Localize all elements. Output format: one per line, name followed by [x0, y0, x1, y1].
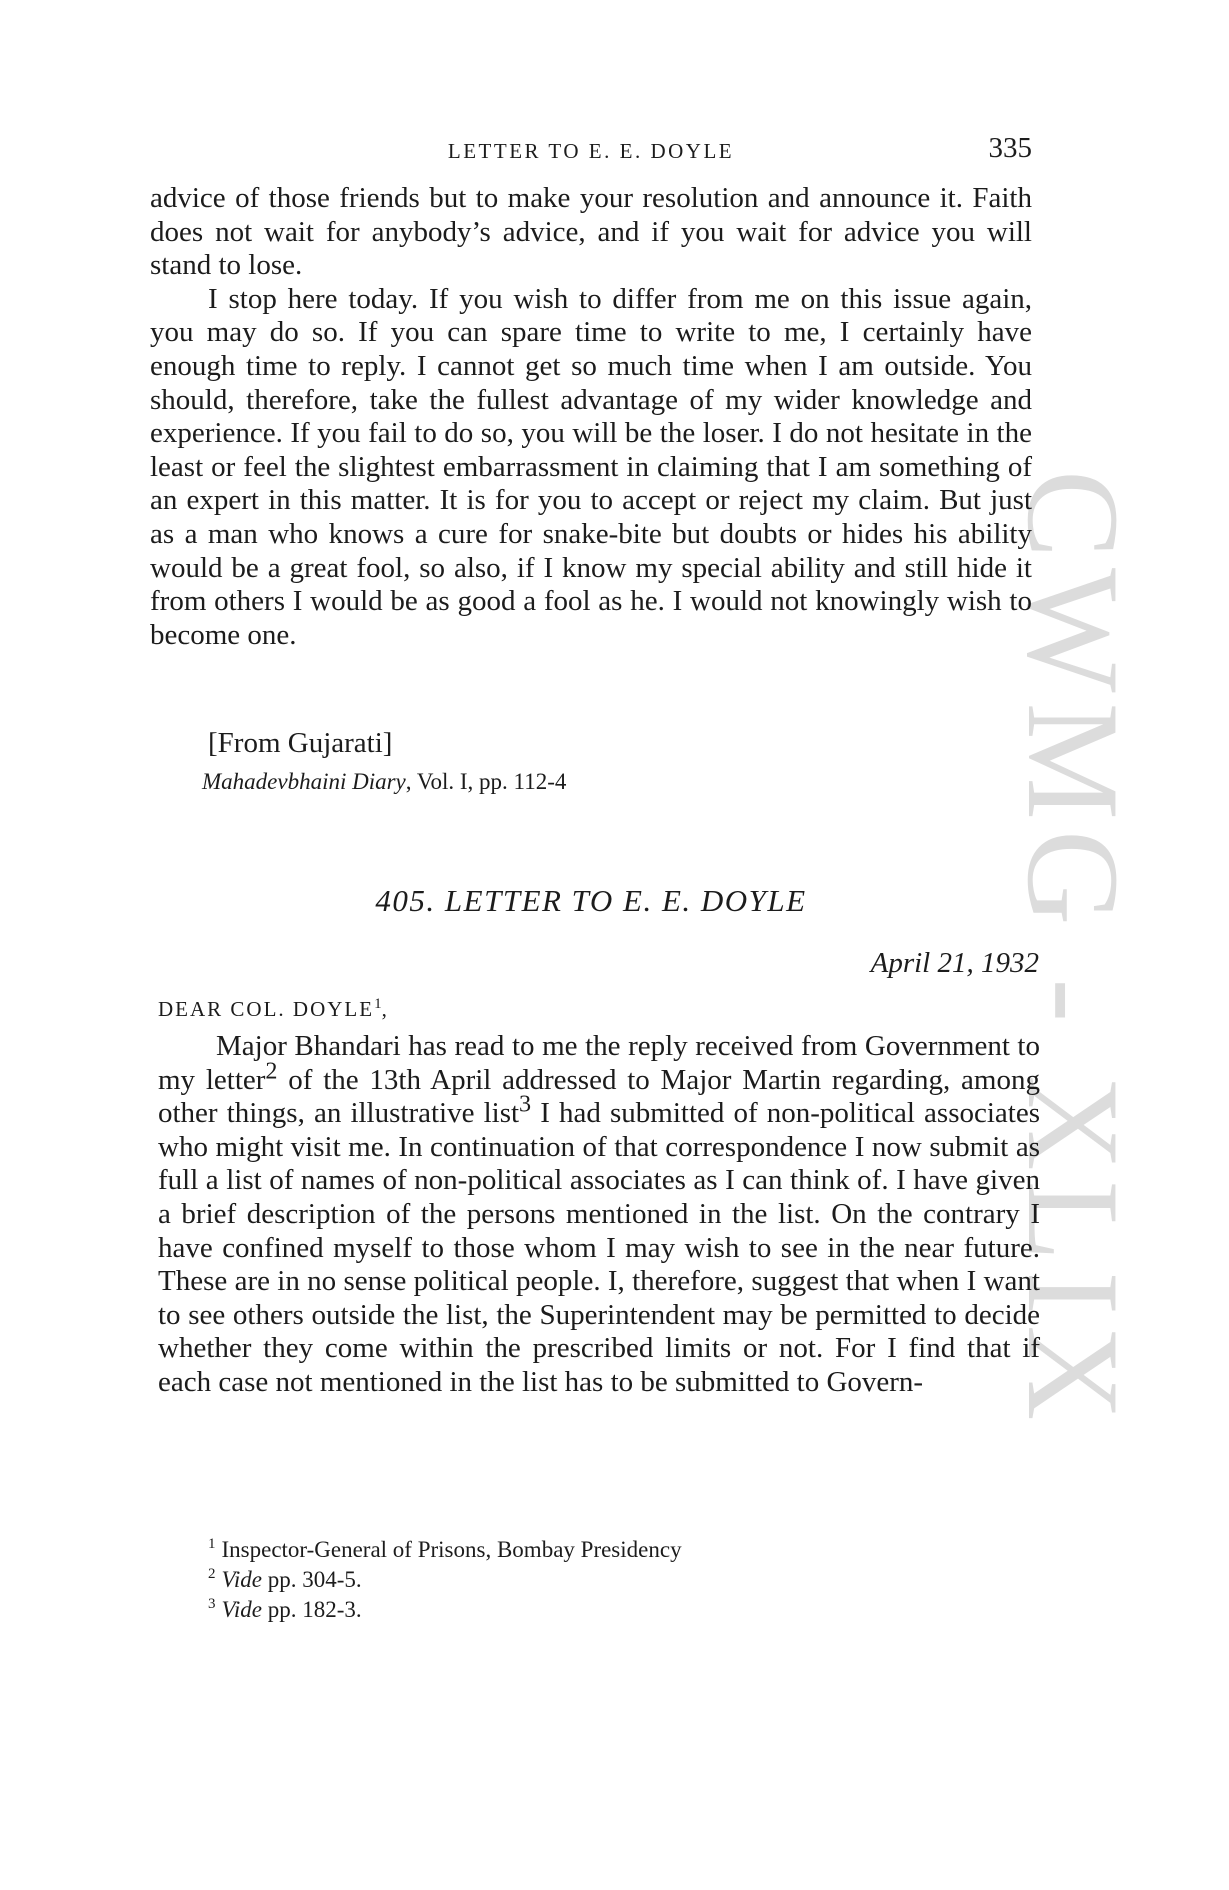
- footnote-mark: 3: [519, 1090, 532, 1118]
- source-note: [From Gujarati]: [208, 727, 393, 759]
- paragraph: I stop here today. If you wish to differ from me on this issue again, you may do so. If you can spare time to write to me, I certainly have enough time to reply. I cannot get so much time when I am outside. You should, therefore, take the fullest advantage of my wider knowledge and experience. If you fail to do so, you will be the loser. I do not hesitate in the least or feel the slightest embarrassment in claiming that I am something of an expert in this matter. It is for you to accept or reject my claim. But just as a man who knows a cure for snake-bite but doubts or hides his ability would be a great fool, so also, if I know my special ability and still hide it from others I would be as good a fool as he. I would not knowingly wish to become one.: [150, 282, 1032, 651]
- footnote-mark: 2: [265, 1056, 278, 1084]
- page-number: 335: [988, 132, 1032, 164]
- letter-date: April 21, 1932: [870, 947, 1039, 979]
- letter-text: Major Bhandari has read to me the reply received from Government to my letter: [158, 1030, 1040, 1096]
- running-head: [150, 132, 1032, 166]
- watermark: CWMG - XLIX: [1000, 470, 1147, 1431]
- salutation-comma: ,: [381, 997, 389, 1021]
- continued-text: [150, 182, 1032, 652]
- salutation-text: DEAR COL. DOYLE: [158, 997, 375, 1021]
- footnote-text: Inspector-General of Prisons, Bombay Presidency: [221, 1537, 682, 1562]
- footnotes: [208, 1535, 682, 1625]
- salutation: [158, 997, 389, 1022]
- footnote: [208, 1565, 682, 1595]
- citation-details: , Vol. I, pp. 112-4: [405, 769, 567, 794]
- paragraph: [158, 1030, 1040, 1400]
- footnote-text: pp. 182-3.: [261, 1597, 362, 1622]
- running-head-title: LETTER TO E. E. DOYLE: [447, 139, 735, 163]
- paragraph: advice of those friends but to make your resolution and announce it. Faith does not wait for anybody’s advice, and if you wait for advice you will stand to lose.: [150, 182, 1032, 282]
- footnote: [208, 1535, 682, 1565]
- footnote-italic: Vide: [221, 1567, 262, 1592]
- footnote-mark: 1: [374, 996, 382, 1012]
- footnote-italic: Vide: [221, 1597, 262, 1622]
- footnote: [208, 1595, 682, 1625]
- footnote-number: 1: [208, 1536, 216, 1553]
- citation-work: Mahadevbhaini Diary: [202, 769, 406, 794]
- letter-body: [158, 1030, 1040, 1400]
- document-title: 405. LETTER TO E. E. DOYLE: [375, 883, 807, 918]
- letter-text: I had submitted of non-political associates who might visit me. In continuation of that correspondence I now submit as full a list of names of non-political associates as I can think of. I have given a brief description of the persons mentioned in the list. On the contrary I have confined myself to those whom I may wish to see in the near future. These are in no sense political people. I, therefore, suggest that when I want to see others outside the list, the Superintendent may be permitted to decide whether they come within the prescribed limits or not. For I find that if each case not mentioned in the list has to be submitted to Govern-: [158, 1097, 1041, 1398]
- footnote-number: 2: [208, 1566, 216, 1583]
- footnote-number: 3: [208, 1596, 216, 1613]
- citation: [202, 769, 566, 795]
- letter-text: of the 13th April addressed to Major Martin regarding, among other things, an illustrative list: [158, 1063, 1040, 1130]
- footnote-text: pp. 304-5.: [261, 1567, 362, 1592]
